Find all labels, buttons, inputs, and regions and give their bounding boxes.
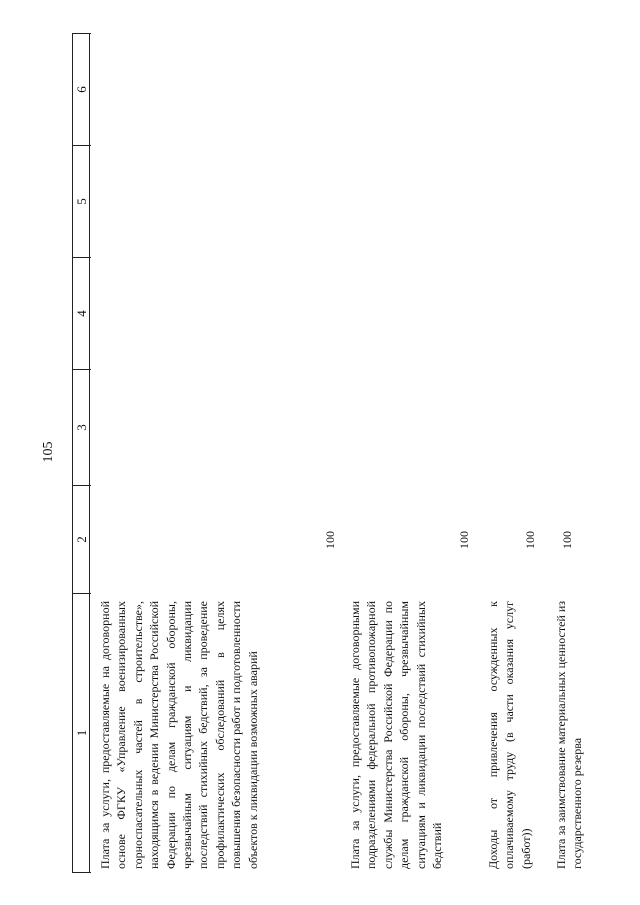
row-description: Плата за услуги, предоставляемые договорными подразделениями федеральной противопожарной службы Министерства Российской Федерации по делам гражданской обороны, чрезвычайным ситуациям и ликвидации последствий стихийных бедствий bbox=[348, 601, 445, 869]
row-value: 100 bbox=[457, 531, 471, 549]
row-value: 100 bbox=[523, 531, 537, 549]
table-header-row bbox=[72, 33, 90, 873]
row-description: Плата за услуги, предоставляемые на договорной основе ФГКУ «Управление военизированных горноспасательных частей в строительстве», находящимся в ведении Министерства Российской Федерации по делам гражданской обороны, чрезвычайным ситуациям и ликвидации последствий стихийных бедствий, за проведение профилактических обследований в целях повышения безопасности работ и подготовленности объектов к ликвидации возможных аварий bbox=[98, 601, 260, 869]
header-cell-4: 4 bbox=[73, 258, 91, 370]
table-row bbox=[553, 33, 589, 873]
table-row bbox=[485, 33, 549, 873]
table-row bbox=[347, 33, 479, 873]
header-cell-6: 6 bbox=[73, 33, 91, 146]
header-cell-1: 1 bbox=[73, 594, 91, 873]
row-description: Плата за заимствование материальных ценностей из государственного резерва bbox=[554, 601, 585, 869]
row-description: Доходы от привлечения осужденных к оплачиваемому труду (в части оказания услуг (работ)) bbox=[486, 601, 533, 869]
header-cell-5: 5 bbox=[73, 146, 91, 258]
table-row bbox=[97, 33, 339, 873]
header-cell-2: 2 bbox=[73, 486, 91, 594]
row-value: 100 bbox=[323, 531, 337, 549]
budget-table bbox=[72, 33, 589, 873]
header-cell-3: 3 bbox=[73, 370, 91, 486]
page-number: 105 bbox=[41, 441, 56, 463]
row-value: 100 bbox=[560, 531, 574, 549]
